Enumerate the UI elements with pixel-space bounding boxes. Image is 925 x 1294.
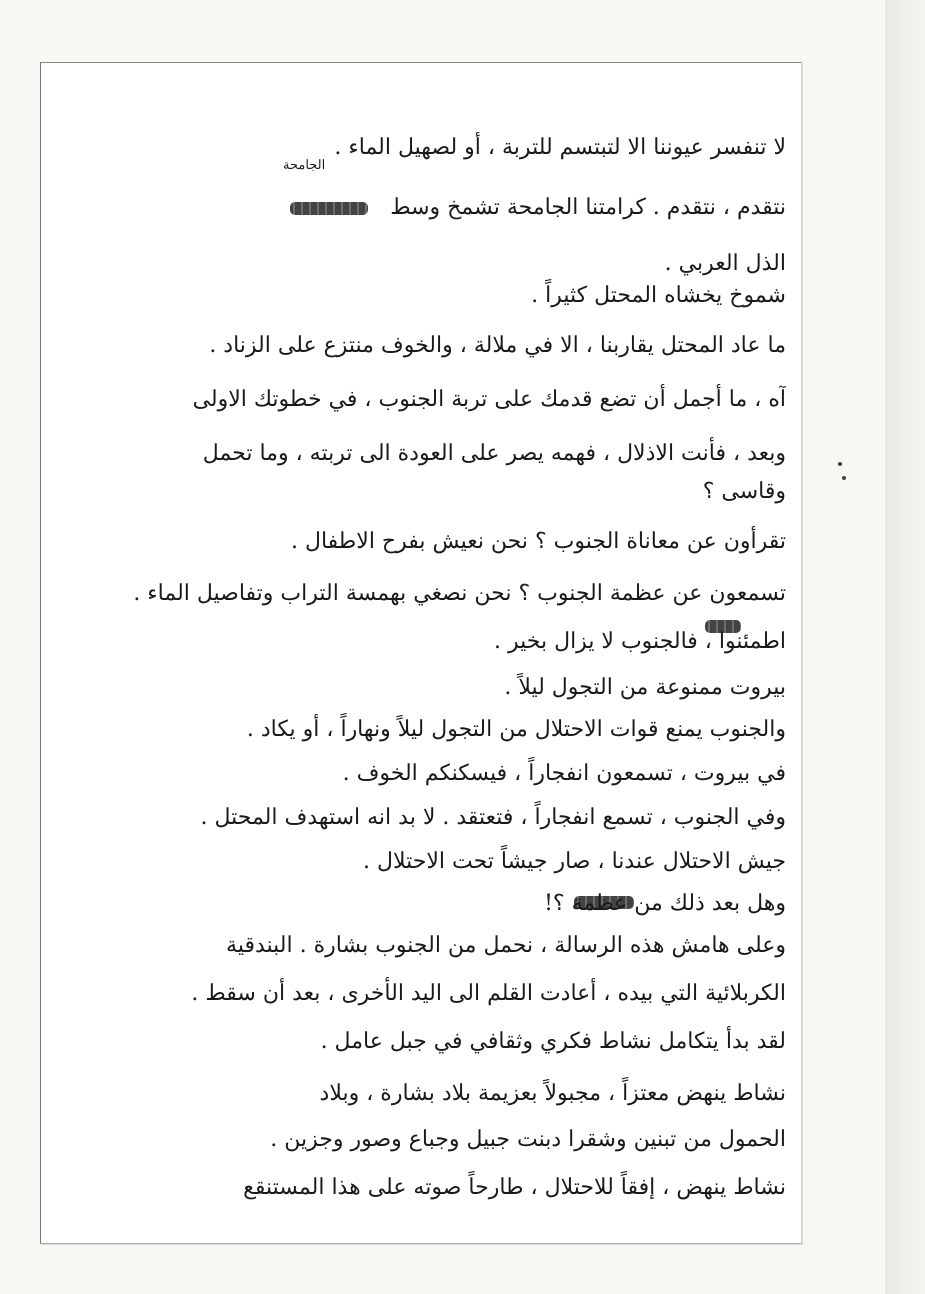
text-line: وفي الجنوب ، تسمع انفجاراً ، فتعتقد . لا بد انه استهدف المحتل . bbox=[200, 805, 786, 830]
text-line: نتقدم ، نتقدم . كرامتنا الجامحة تشمخ وسط bbox=[390, 195, 786, 220]
text-line: تسمعون عن عظمة الجنوب ؟ نحن نصغي بهمسة التراب وتفاصيل الماء . bbox=[133, 581, 786, 606]
text-line: ما عاد المحتل يقاربنا ، الا في ملالة ، والخوف منتزع على الزناد . bbox=[209, 333, 786, 358]
margin-insertion: الجامحة bbox=[283, 158, 326, 173]
text-line: نشاط ينهض معتزاً ، مجبولاً بعزيمة بلاد بشارة ، وبلاد bbox=[319, 1081, 786, 1106]
text-line: لقد بدأ يتكامل نشاط فكري وثقافي في جبل عامل . bbox=[320, 1029, 786, 1054]
text-line: نشاط ينهض ، إفقاً للاحتلال ، طارحاً صوته على هذا المستنقع bbox=[243, 1175, 786, 1200]
text-line: الكربلائية التي بيده ، أعادت القلم الى اليد الأخرى ، بعد أن سقط . bbox=[191, 981, 786, 1006]
text-line: لا تنفسر عيوننا الا لتبتسم للتربة ، أو لصهيل الماء . bbox=[334, 135, 786, 160]
scan-edge-shadow bbox=[885, 0, 925, 1294]
text-line: شموخ يخشاه المحتل كثيراً . bbox=[531, 283, 786, 308]
text-line: الحمول من تبنين وشقرا دبنت جبيل وجباع وصور وجزين . bbox=[270, 1127, 786, 1152]
text-line: وعلى هامش هذه الرسالة ، نحمل من الجنوب بشارة . البندقية bbox=[226, 933, 786, 958]
stray-mark bbox=[842, 476, 846, 480]
text-line: وهل بعد ذلك من عظمة ؟! bbox=[544, 891, 786, 916]
text-line: وقاسى ؟ bbox=[702, 479, 786, 504]
text-line: الذل العربي . bbox=[664, 251, 786, 276]
text-line: جيش الاحتلال عندنا ، صار جيشاً تحت الاحتلال . bbox=[363, 849, 786, 874]
text-line: والجنوب يمنع قوات الاحتلال من التجول ليلاً ونهاراً ، أو يكاد . bbox=[246, 717, 786, 742]
text-line: آه ، ما أجمل أن تضع قدمك على تربة الجنوب ، في خطوتك الاولى bbox=[192, 387, 786, 412]
text-line: اطمئنوا ، فالجنوب لا يزال بخير . bbox=[494, 629, 786, 654]
text-line: تقرأون عن معاناة الجنوب ؟ نحن نعيش بفرح الاطفال . bbox=[290, 529, 786, 554]
text-line: في بيروت ، تسمعون انفجاراً ، فيسكنكم الخوف . bbox=[342, 761, 786, 786]
text-line: بيروت ممنوعة من التجول ليلاً . bbox=[504, 675, 786, 700]
text-line: وبعد ، فأنت الاذلال ، فهمه يصر على العودة الى تربته ، وما تحمل bbox=[202, 441, 786, 466]
stray-mark bbox=[838, 462, 842, 466]
